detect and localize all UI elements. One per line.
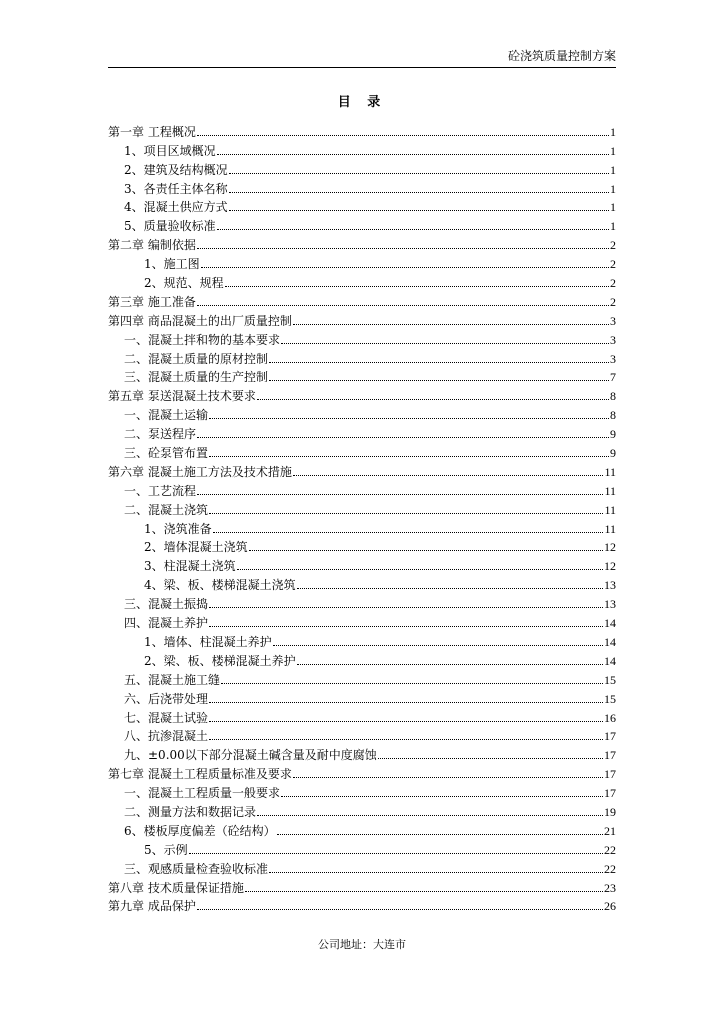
toc-entry-label: 二、测量方法和数据记录 bbox=[124, 804, 257, 819]
toc-entry[interactable] bbox=[108, 139, 616, 158]
toc-entry-label: 四、混凝土养护 bbox=[124, 616, 209, 631]
toc-entry-page: 23 bbox=[604, 880, 616, 895]
toc-entry[interactable] bbox=[108, 743, 616, 762]
toc-entry[interactable] bbox=[108, 554, 616, 573]
toc-entry[interactable] bbox=[108, 857, 616, 876]
toc-entry[interactable] bbox=[108, 800, 616, 819]
toc-entry-label: 第五章 泵送混凝土技术要求 bbox=[108, 389, 256, 404]
toc-entry[interactable] bbox=[108, 573, 616, 592]
toc-leader-dots bbox=[197, 305, 609, 306]
toc-entry-page: 3 bbox=[610, 351, 616, 366]
toc-entry-label: 二、混凝土质量的原材控制 bbox=[124, 351, 269, 366]
toc-leader-dots bbox=[269, 362, 609, 363]
toc-entry-page: 15 bbox=[604, 691, 616, 706]
toc-leader-dots bbox=[293, 475, 604, 476]
toc-leader-dots bbox=[249, 550, 603, 551]
toc-entry-page: 17 bbox=[604, 767, 616, 782]
toc-entry-page: 1 bbox=[610, 181, 616, 196]
toc-leader-dots bbox=[197, 437, 609, 438]
toc-leader-dots bbox=[281, 796, 603, 797]
toc-entry-label: 第七章 混凝土工程质量标准及要求 bbox=[108, 767, 292, 782]
toc-entry-label: 5、质量验收标准 bbox=[124, 219, 216, 234]
toc-entry[interactable] bbox=[108, 347, 616, 366]
toc-entry[interactable] bbox=[108, 706, 616, 725]
toc-leader-dots bbox=[293, 324, 609, 325]
toc-entry-label: 2、梁、板、楼梯混凝土养护 bbox=[144, 653, 296, 668]
table-of-contents bbox=[108, 120, 616, 913]
toc-leader-dots bbox=[297, 588, 603, 589]
toc-entry-page: 3 bbox=[610, 332, 616, 347]
toc-entry-label: 二、泵送程序 bbox=[124, 427, 197, 442]
page-footer: 公司地址：大连市 bbox=[318, 938, 406, 951]
toc-entry[interactable] bbox=[108, 366, 616, 385]
toc-leader-dots bbox=[297, 664, 603, 665]
toc-leader-dots bbox=[269, 872, 603, 873]
toc-entry[interactable] bbox=[108, 479, 616, 498]
toc-leader-dots bbox=[217, 154, 609, 155]
toc-entry[interactable] bbox=[108, 668, 616, 687]
toc-entry-page: 16 bbox=[604, 710, 616, 725]
toc-entry-page: 3 bbox=[610, 313, 616, 328]
toc-entry[interactable] bbox=[108, 384, 616, 403]
toc-entry[interactable] bbox=[108, 441, 616, 460]
toc-entry-page: 13 bbox=[604, 578, 616, 593]
toc-entry-label: 三、混凝土振捣 bbox=[124, 597, 209, 612]
toc-entry-page: 9 bbox=[610, 427, 616, 442]
toc-entry-page: 21 bbox=[604, 823, 616, 838]
toc-leader-dots bbox=[209, 456, 609, 457]
toc-entry-label: 一、混凝土工程质量一般要求 bbox=[124, 786, 281, 801]
toc-leader-dots bbox=[213, 532, 604, 533]
toc-entry-page: 22 bbox=[604, 861, 616, 876]
toc-entry[interactable] bbox=[108, 252, 616, 271]
toc-entry[interactable] bbox=[108, 725, 616, 744]
toc-leader-dots bbox=[245, 891, 603, 892]
toc-entry-label: 第三章 施工准备 bbox=[108, 294, 196, 309]
toc-entry-label: 五、混凝土施工缝 bbox=[124, 672, 221, 687]
toc-entry-page: 26 bbox=[604, 899, 616, 914]
toc-entry-page: 17 bbox=[604, 729, 616, 744]
toc-entry-label: 第九章 成品保护 bbox=[108, 899, 196, 914]
toc-leader-dots bbox=[217, 229, 609, 230]
toc-leader-dots bbox=[378, 758, 603, 759]
toc-entry-label: 3、柱混凝土浇筑 bbox=[144, 559, 236, 574]
toc-entry-page: 8 bbox=[610, 408, 616, 423]
toc-leader-dots bbox=[229, 210, 609, 211]
toc-entry-page: 1 bbox=[610, 124, 616, 139]
toc-leader-dots bbox=[229, 173, 609, 174]
toc-entry-page: 11 bbox=[604, 502, 616, 517]
toc-entry-page: 11 bbox=[604, 521, 616, 536]
toc-entry-page: 1 bbox=[610, 200, 616, 215]
toc-leader-dots bbox=[197, 135, 609, 136]
toc-entry[interactable] bbox=[108, 214, 616, 233]
toc-entry-page: 11 bbox=[604, 483, 616, 498]
toc-entry-label: 第四章 商品混凝土的出厂质量控制 bbox=[108, 313, 292, 328]
toc-entry[interactable] bbox=[108, 233, 616, 252]
toc-entry-label: 三、观感质量检查验收标准 bbox=[124, 861, 269, 876]
toc-heading: 目 录 bbox=[337, 95, 387, 110]
toc-entry-page: 11 bbox=[604, 464, 616, 479]
toc-entry-page: 17 bbox=[604, 748, 616, 763]
toc-entry[interactable] bbox=[108, 290, 616, 309]
toc-entry[interactable] bbox=[108, 422, 616, 441]
toc-entry-label: 2、建筑及结构概况 bbox=[124, 162, 228, 177]
toc-entry-page: 2 bbox=[610, 294, 616, 309]
toc-leader-dots bbox=[209, 721, 603, 722]
toc-leader-dots bbox=[281, 343, 609, 344]
toc-entry[interactable] bbox=[108, 781, 616, 800]
toc-entry-label: 九、±0.00以下部分混凝土碱含量及耐中度腐蚀 bbox=[124, 748, 377, 763]
toc-entry-page: 2 bbox=[610, 276, 616, 291]
toc-entry-label: 4、梁、板、楼梯混凝土浇筑 bbox=[144, 578, 296, 593]
toc-entry-label: 八、抗渗混凝土 bbox=[124, 729, 209, 744]
toc-entry-label: 第八章 技术质量保证措施 bbox=[108, 880, 244, 895]
toc-entry-page: 17 bbox=[604, 786, 616, 801]
toc-entry-label: 1、施工图 bbox=[144, 257, 200, 272]
toc-leader-dots bbox=[201, 267, 609, 268]
toc-entry-label: 3、各责任主体名称 bbox=[124, 181, 228, 196]
toc-leader-dots bbox=[225, 286, 609, 287]
toc-entry-page: 1 bbox=[610, 219, 616, 234]
toc-entry-page: 8 bbox=[610, 389, 616, 404]
toc-entry-label: 一、混凝土运输 bbox=[124, 408, 209, 423]
toc-leader-dots bbox=[237, 569, 603, 570]
toc-entry[interactable] bbox=[108, 403, 616, 422]
toc-entry-page: 12 bbox=[604, 559, 616, 574]
header-divider bbox=[108, 67, 616, 68]
toc-leader-dots bbox=[257, 399, 609, 400]
toc-entry[interactable] bbox=[108, 177, 616, 196]
toc-entry-page: 9 bbox=[610, 446, 616, 461]
toc-leader-dots bbox=[257, 815, 603, 816]
toc-leader-dots bbox=[273, 645, 603, 646]
toc-entry-page: 13 bbox=[604, 597, 616, 612]
toc-entry-page: 2 bbox=[610, 238, 616, 253]
toc-entry[interactable] bbox=[108, 196, 616, 215]
toc-leader-dots bbox=[197, 248, 609, 249]
toc-leader-dots bbox=[277, 834, 603, 835]
document-title: 砼浇筑质量控制方案 bbox=[507, 49, 616, 63]
toc-entry[interactable] bbox=[108, 498, 616, 517]
toc-entry-label: 第六章 混凝土施工方法及技术措施 bbox=[108, 464, 292, 479]
toc-leader-dots bbox=[229, 192, 609, 193]
toc-entry-label: 七、混凝土试验 bbox=[124, 710, 209, 725]
toc-entry-page: 1 bbox=[610, 162, 616, 177]
toc-entry[interactable] bbox=[108, 460, 616, 479]
toc-entry-label: 二、混凝土浇筑 bbox=[124, 502, 209, 517]
toc-entry-label: 6、楼板厚度偏差（砼结构） bbox=[124, 823, 276, 838]
toc-entry-label: 1、浇筑准备 bbox=[144, 521, 212, 536]
toc-entry-label: 一、工艺流程 bbox=[124, 483, 197, 498]
toc-leader-dots bbox=[197, 494, 603, 495]
toc-entry-page: 7 bbox=[610, 370, 616, 385]
toc-entry-page: 14 bbox=[604, 653, 616, 668]
toc-entry-label: 六、后浇带处理 bbox=[124, 691, 209, 706]
toc-entry-page: 14 bbox=[604, 616, 616, 631]
toc-leader-dots bbox=[189, 853, 603, 854]
toc-leader-dots bbox=[209, 739, 603, 740]
toc-leader-dots bbox=[209, 418, 609, 419]
toc-entry-label: 三、混凝土质量的生产控制 bbox=[124, 370, 269, 385]
toc-leader-dots bbox=[209, 702, 603, 703]
toc-entry[interactable] bbox=[108, 895, 616, 914]
toc-leader-dots bbox=[209, 626, 603, 627]
toc-entry-page: 19 bbox=[604, 804, 616, 819]
toc-leader-dots bbox=[197, 909, 603, 910]
toc-entry[interactable] bbox=[108, 517, 616, 536]
toc-entry-page: 15 bbox=[604, 672, 616, 687]
toc-entry-label: 5、示例 bbox=[144, 842, 188, 857]
toc-leader-dots bbox=[221, 683, 603, 684]
toc-entry-label: 三、砼泵管布置 bbox=[124, 446, 209, 461]
toc-leader-dots bbox=[293, 777, 603, 778]
toc-entry[interactable] bbox=[108, 271, 616, 290]
toc-entry[interactable] bbox=[108, 120, 616, 139]
toc-entry-page: 12 bbox=[604, 540, 616, 555]
toc-leader-dots bbox=[269, 380, 609, 381]
toc-entry-page: 14 bbox=[604, 634, 616, 649]
toc-entry-label: 2、墙体混凝土浇筑 bbox=[144, 540, 248, 555]
toc-entry-label: 4、混凝土供应方式 bbox=[124, 200, 228, 215]
toc-leader-dots bbox=[209, 513, 603, 514]
toc-entry[interactable] bbox=[108, 649, 616, 668]
toc-entry-label: 一、混凝土拌和物的基本要求 bbox=[124, 332, 281, 347]
toc-entry[interactable] bbox=[108, 536, 616, 555]
toc-entry[interactable] bbox=[108, 309, 616, 328]
toc-entry-label: 2、规范、规程 bbox=[144, 276, 224, 291]
toc-entry[interactable] bbox=[108, 762, 616, 781]
toc-entry[interactable] bbox=[108, 838, 616, 857]
toc-entry[interactable] bbox=[108, 819, 616, 838]
toc-entry-label: 1、项目区域概况 bbox=[124, 143, 216, 158]
toc-entry[interactable] bbox=[108, 611, 616, 630]
toc-entry-page: 22 bbox=[604, 842, 616, 857]
toc-entry-page: 1 bbox=[610, 143, 616, 158]
toc-entry[interactable] bbox=[108, 876, 616, 895]
toc-entry-label: 1、墙体、柱混凝土养护 bbox=[144, 634, 272, 649]
toc-entry[interactable] bbox=[108, 328, 616, 347]
toc-entry[interactable] bbox=[108, 158, 616, 177]
toc-entry[interactable] bbox=[108, 592, 616, 611]
toc-entry-page: 2 bbox=[610, 257, 616, 272]
toc-entry[interactable] bbox=[108, 687, 616, 706]
toc-leader-dots bbox=[209, 607, 603, 608]
toc-entry[interactable] bbox=[108, 630, 616, 649]
toc-entry-label: 第二章 编制依据 bbox=[108, 238, 196, 253]
toc-entry-label: 第一章 工程概况 bbox=[108, 124, 196, 139]
